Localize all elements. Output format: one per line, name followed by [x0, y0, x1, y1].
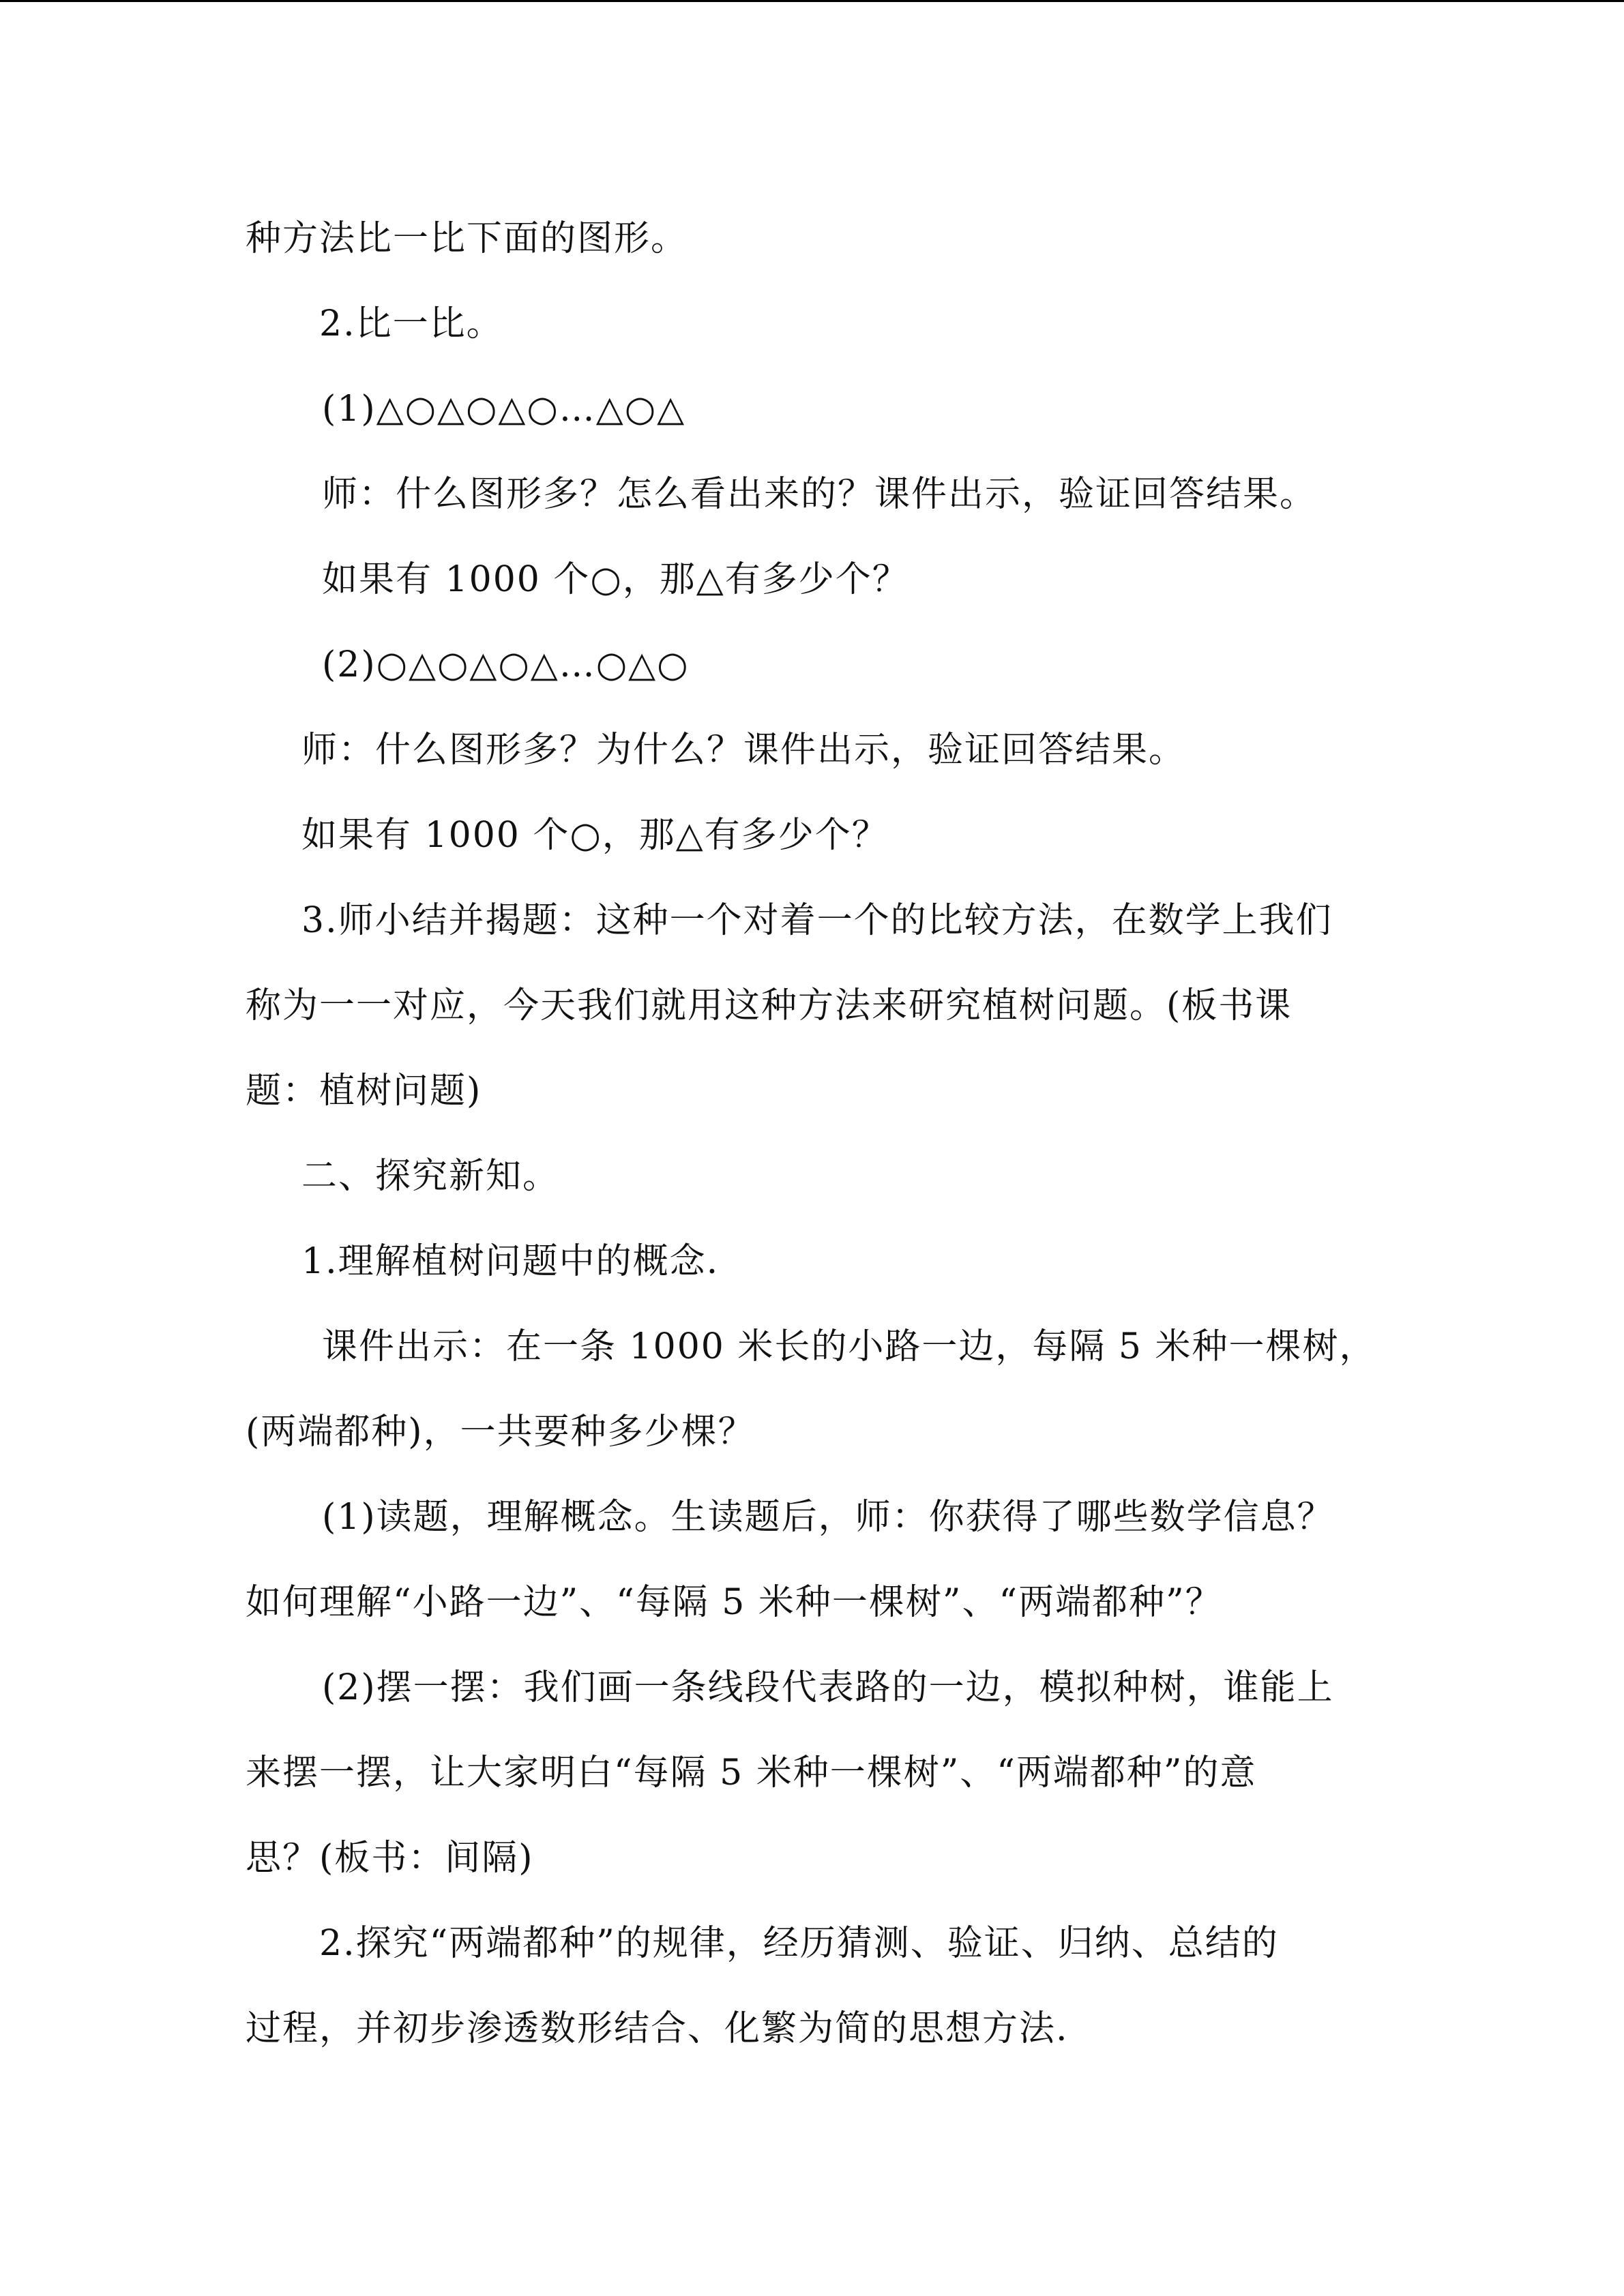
text-line-4: 师：什么图形多？怎么看出来的？课件出示，验证回答结果。: [322, 474, 1317, 515]
text-line-3: (1)△○△○△○…△○△: [322, 389, 686, 430]
text-line-2: 2.比一比。: [319, 303, 503, 344]
text-line-17: 如何理解“小路一边”、“每隔 5 米种一棵树”、“两端都种”？: [246, 1582, 1222, 1623]
text-line-12: 二、探究新知。: [301, 1156, 560, 1197]
text-line-1: 种方法比一比下面的图形。: [246, 218, 688, 259]
text-line-15: (两端都种)，一共要种多少棵？: [246, 1412, 755, 1452]
text-line-13: 1.理解植树问题中的概念.: [301, 1241, 720, 1282]
text-line-19: 来摆一摆，让大家明白“每隔 5 米种一棵树”、“两端都种”的意: [246, 1753, 1257, 1793]
text-line-18: (2)摆一摆：我们画一条线段代表路的一边，模拟种树，谁能上: [322, 1667, 1334, 1708]
text-line-9: 3.师小结并揭题：这种一个对着一个的比较方法，在数学上我们: [301, 900, 1333, 941]
text-line-22: 过程，并初步渗透数形结合、化繁为简的思想方法.: [246, 2008, 1069, 2049]
text-line-11: 题：植树问题): [246, 1071, 482, 1112]
text-line-20: 思？(板书：间隔): [246, 1838, 534, 1879]
text-line-8: 如果有 1000 个○，那△有多少个？: [301, 815, 889, 856]
text-line-6: (2)○△○△○△…○△○: [322, 644, 690, 685]
text-line-16: (1)读题，理解概念。生读题后，师：你获得了哪些数学信息？: [322, 1497, 1334, 1538]
text-line-21: 2.探究“两端都种”的规律，经历猜测、验证、归纳、总结的: [319, 1923, 1279, 1964]
text-line-7: 师：什么图形多？为什么？课件出示，验证回答结果。: [301, 730, 1186, 771]
text-line-14: 课件出示：在一条 1000 米长的小路一边，每隔 5 米种一棵树，: [322, 1326, 1376, 1367]
text-line-10: 称为一一对应，今天我们就用这种方法来研究植树问题。(板书课: [246, 985, 1293, 1026]
top-border-line: [0, 0, 1624, 2]
text-line-5: 如果有 1000 个○，那△有多少个？: [322, 559, 909, 600]
